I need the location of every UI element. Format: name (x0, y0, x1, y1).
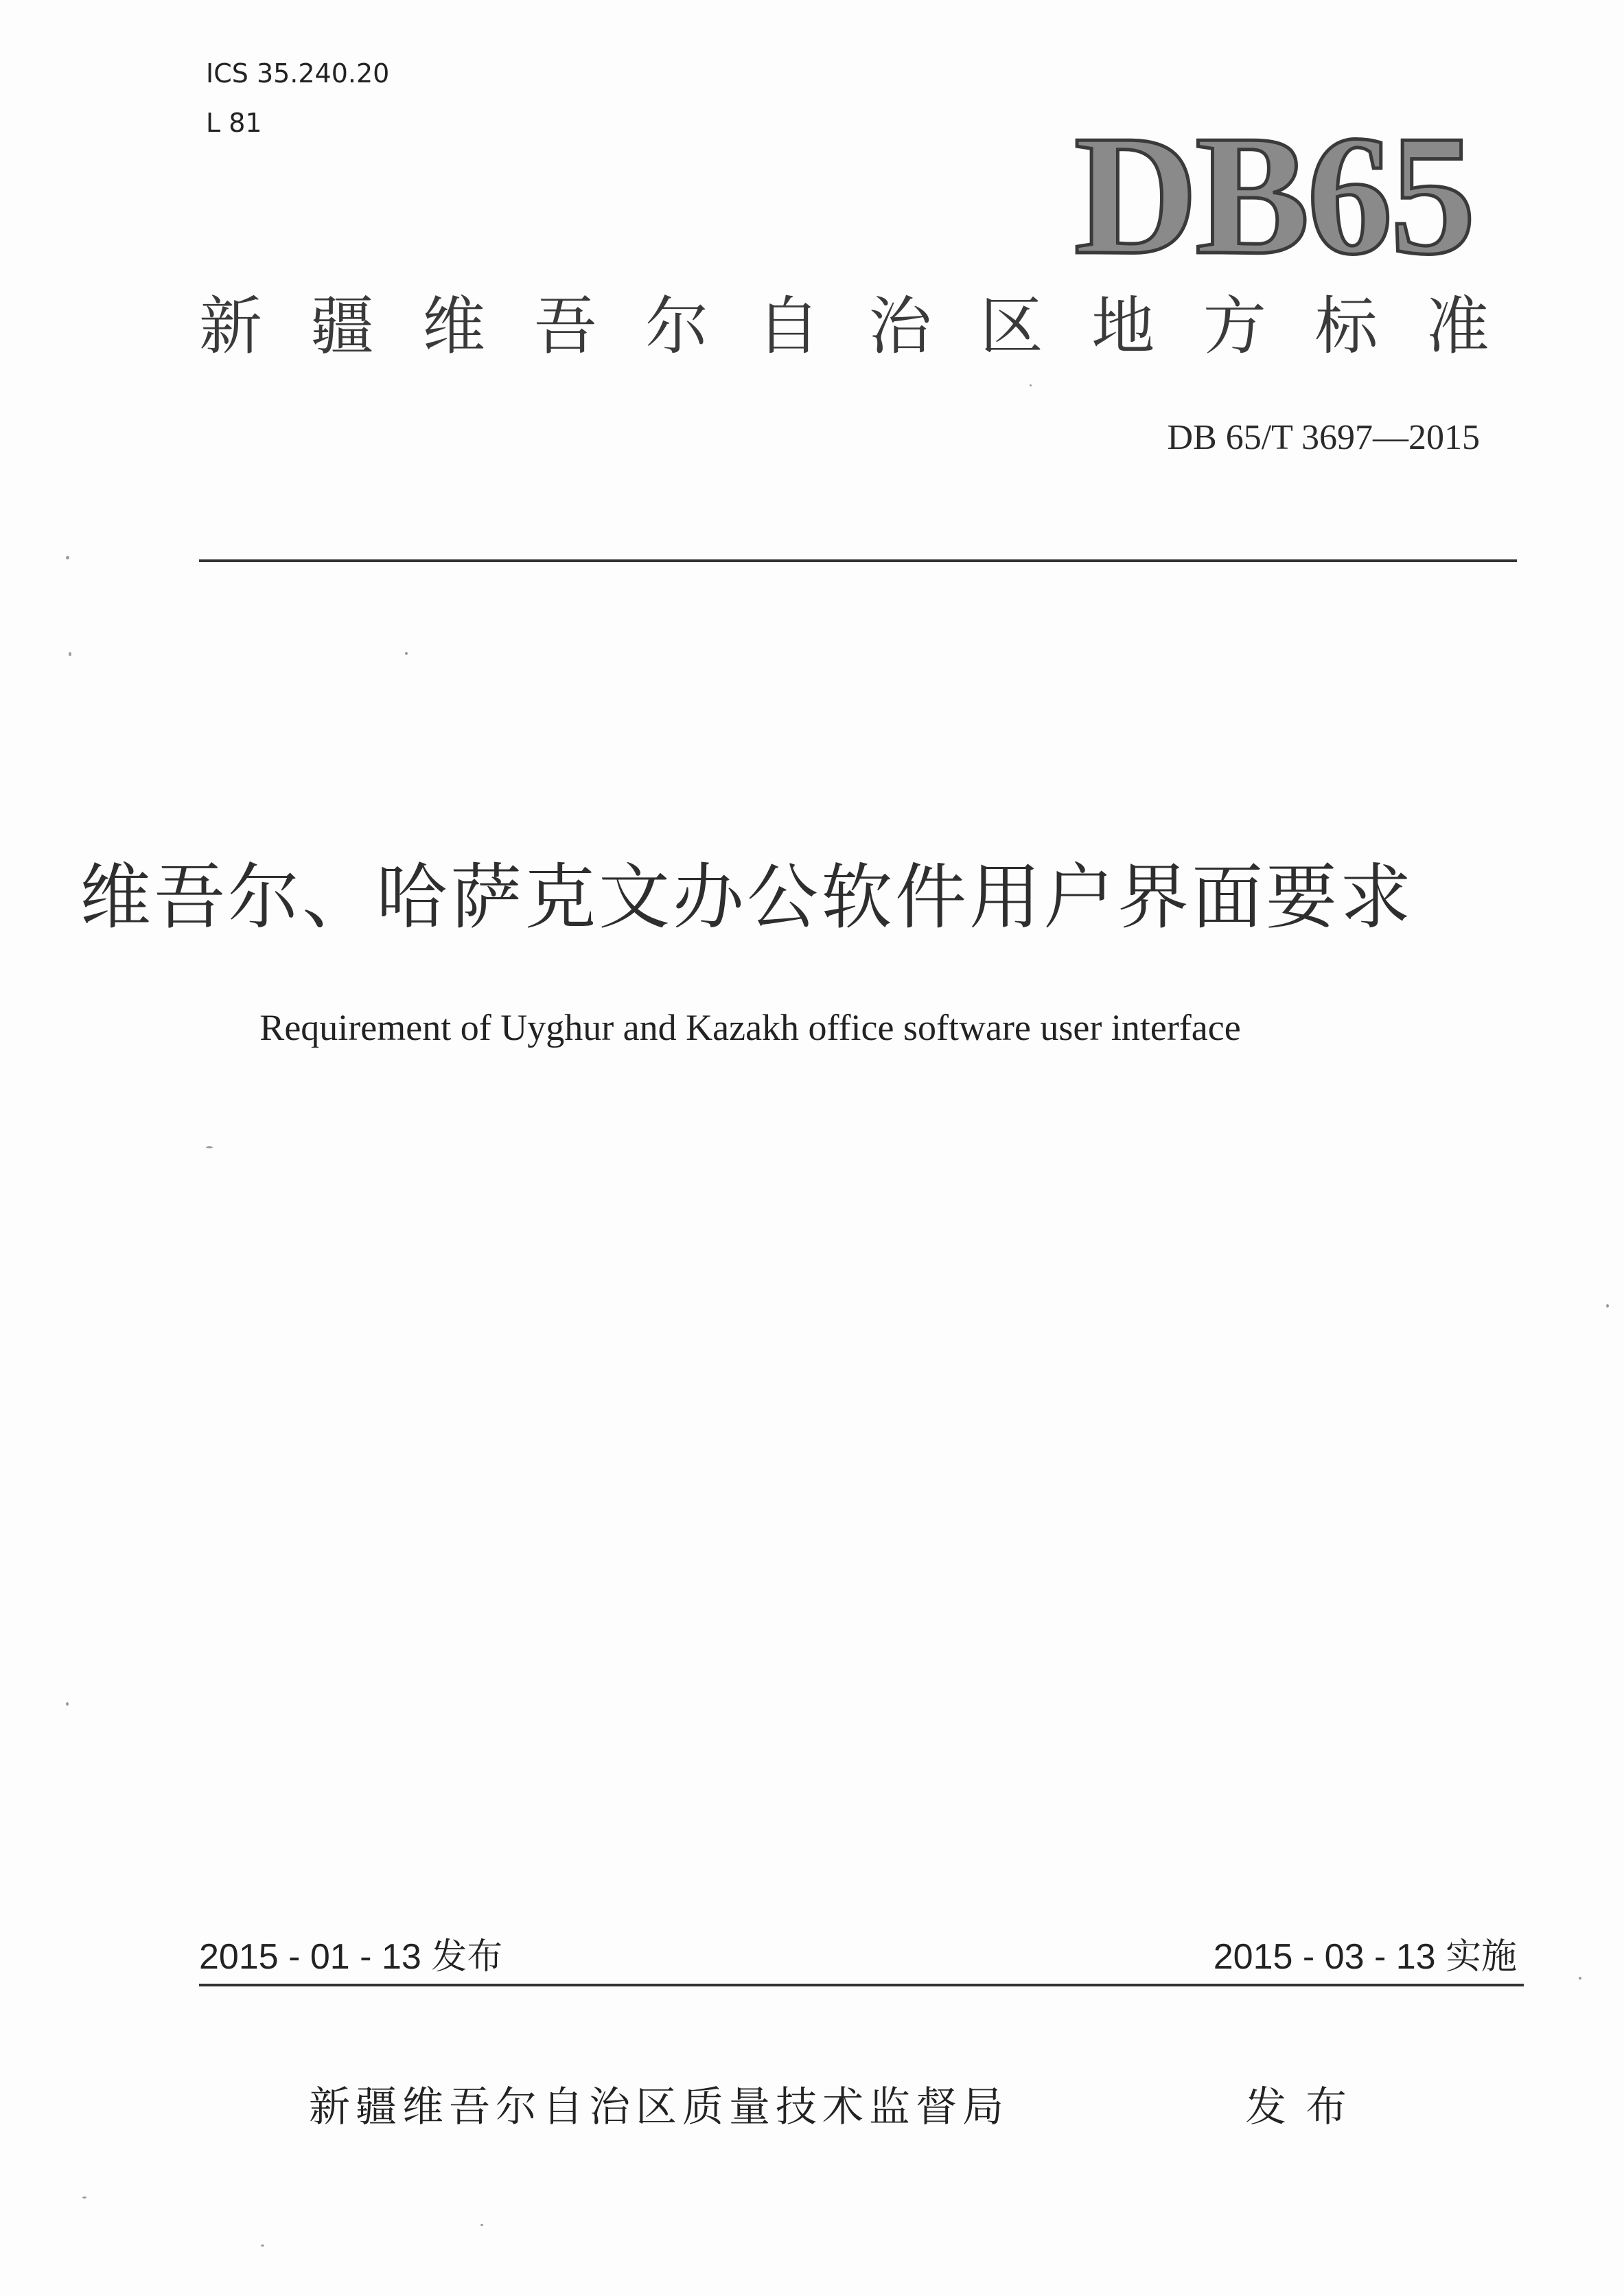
issuing-authority: 新疆维吾尔自治区质量技术监督局 (309, 2083, 1009, 2131)
publish-date: 2015 - 01 - 13 发布 (199, 1937, 503, 1977)
standard-type-char: 治 (868, 290, 932, 363)
header-divider (199, 559, 1517, 562)
standard-type-char: 疆 (310, 290, 374, 363)
scan-speck (261, 2245, 264, 2247)
effective-date: 2015 - 03 - 13 实施 (1213, 1937, 1517, 1977)
scan-speck (405, 652, 408, 655)
standard-type-char: 维 (422, 290, 486, 363)
issuer-row (309, 2083, 1366, 2131)
title-english: Requirement of Uyghur and Kazakh office software user interface (259, 1007, 1241, 1048)
scan-speck (82, 2196, 86, 2199)
scan-speck (66, 1702, 69, 1706)
footer-divider (199, 1984, 1524, 1986)
scan-speck (1579, 1977, 1581, 1980)
standard-type-char: 新 (199, 290, 263, 363)
dates-row (199, 1939, 1517, 1975)
scan-speck (206, 1146, 213, 1148)
title-chinese: 维吾尔、哈萨克文办公软件用户界面要求 (79, 855, 1414, 939)
standard-type-char: 标 (1314, 290, 1378, 363)
scan-speck (1030, 384, 1032, 386)
scan-speck (1606, 1304, 1609, 1308)
standard-type-char: 尔 (645, 290, 709, 363)
db65-logo: DB65 (1074, 100, 1473, 290)
standard-number: DB 65/T 3697—2015 (1167, 418, 1480, 457)
clc-code: L 81 (206, 108, 262, 138)
standard-type-char: 方 (1203, 290, 1266, 363)
standard-type-heading (199, 290, 1489, 363)
scan-speck (480, 2224, 483, 2226)
standard-type-char: 自 (756, 290, 820, 363)
scan-speck (69, 652, 71, 656)
ics-code: ICS 35.240.20 (206, 58, 390, 89)
standard-type-char: 地 (1091, 290, 1155, 363)
scan-speck (66, 556, 69, 559)
standard-type-char: 准 (1426, 290, 1489, 363)
issue-label: 发布 (1245, 2083, 1366, 2131)
standard-type-char: 吾 (533, 290, 597, 363)
standard-type-char: 区 (979, 290, 1043, 363)
